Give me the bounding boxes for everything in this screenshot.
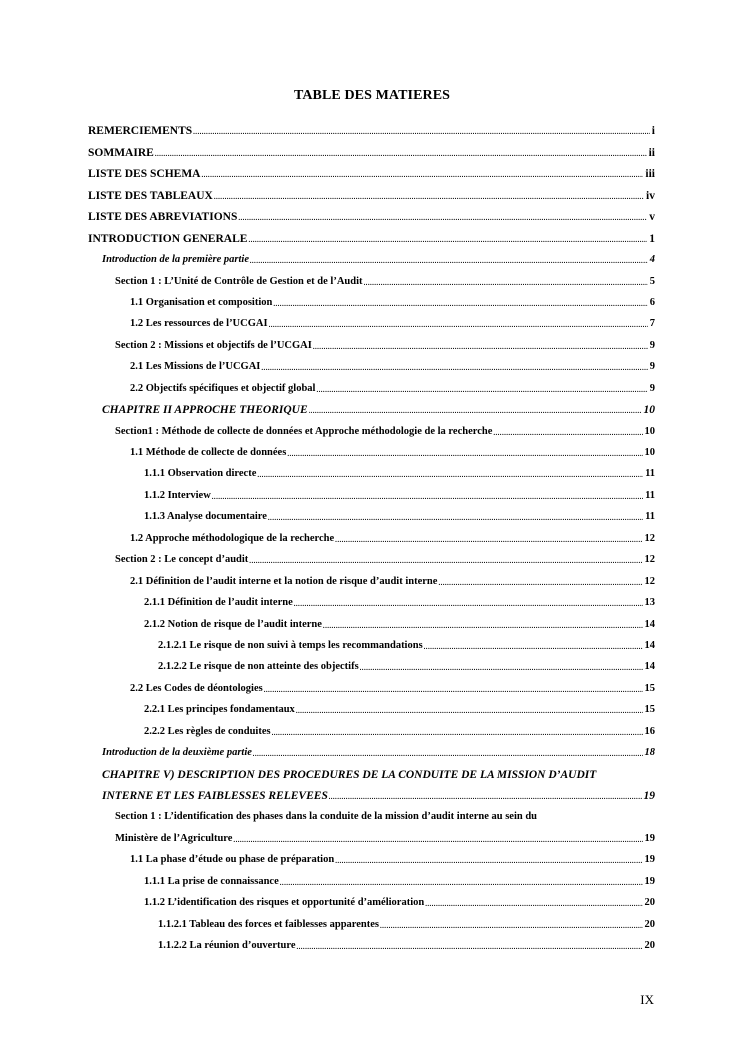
toc-entry[interactable] bbox=[88, 333, 655, 354]
toc-leader-dots bbox=[296, 943, 642, 951]
toc-entry-page: ii bbox=[648, 146, 655, 159]
toc-entry[interactable] bbox=[88, 483, 655, 504]
toc-leader-dots bbox=[294, 600, 643, 608]
toc-entry-title: 1.1 La phase d’étude ou phase de préparation bbox=[130, 854, 335, 866]
toc-leader-dots bbox=[438, 579, 642, 587]
toc-entry[interactable] bbox=[88, 934, 655, 955]
toc-entry-title: CHAPITRE II APPROCHE THEORIQUE bbox=[102, 404, 308, 417]
toc-entry-page: 20 bbox=[644, 940, 655, 952]
toc-entry-title: Ministère de l’Agriculture bbox=[115, 832, 233, 844]
toc-entry[interactable] bbox=[88, 526, 655, 547]
toc-leader-dots bbox=[250, 257, 648, 265]
toc-entry-page: 19 bbox=[643, 790, 655, 802]
toc-entry[interactable] bbox=[88, 805, 655, 826]
toc-entry[interactable] bbox=[88, 119, 655, 140]
toc-entry-page: 11 bbox=[645, 489, 655, 501]
toc-leader-dots bbox=[296, 707, 643, 715]
toc-leader-dots bbox=[233, 836, 642, 844]
toc-entry-title: 2.1.2 Notion de risque de l’audit interne bbox=[144, 618, 322, 630]
toc-entry[interactable] bbox=[88, 891, 655, 912]
toc-entry-page: 18 bbox=[644, 747, 655, 759]
toc-entry-title: 2.1.1 Définition de l’audit interne bbox=[144, 597, 293, 609]
toc-entry[interactable] bbox=[88, 612, 655, 633]
toc-leader-dots bbox=[273, 300, 647, 308]
toc-entry-title: Section 2 : Le concept d’audit bbox=[115, 554, 249, 566]
toc-leader-dots bbox=[212, 493, 643, 501]
toc-entry-title: Section1 : Méthode de collecte de données et Approche méthodologie de la recherche bbox=[115, 425, 493, 437]
toc-entry-title: 2.2.1 Les principes fondamentaux bbox=[144, 704, 295, 716]
toc-entry-page: 14 bbox=[644, 618, 655, 630]
toc-entry-title: SOMMAIRE bbox=[88, 146, 154, 159]
toc-entry-page: 16 bbox=[644, 725, 655, 737]
toc-leader-dots bbox=[238, 214, 647, 222]
toc-entry-title: 1.1 Organisation et composition bbox=[130, 296, 273, 308]
toc-entry-title: LISTE DES SCHEMA bbox=[88, 168, 201, 181]
toc-entry-title: 2.2.2 Les règles de conduites bbox=[144, 725, 271, 737]
toc-entry-title: REMERCIEMENTS bbox=[88, 125, 193, 138]
toc-entry-title: 1.1 Méthode de collecte de données bbox=[130, 447, 287, 458]
page-title: TABLE DES MATIERES bbox=[293, 88, 451, 103]
toc-leader-dots bbox=[155, 150, 647, 158]
table-of-contents bbox=[88, 119, 655, 955]
page-number: IX bbox=[640, 992, 654, 1007]
toc-entry[interactable] bbox=[88, 291, 655, 312]
toc-entry-page: i bbox=[651, 125, 655, 138]
toc-leader-dots bbox=[335, 857, 642, 865]
toc-leader-dots bbox=[309, 407, 642, 415]
toc-entry[interactable] bbox=[88, 140, 655, 161]
toc-entry-title: INTERNE ET LES FAIBLESSES RELEVEES bbox=[102, 790, 328, 802]
toc-leader-dots bbox=[253, 750, 643, 758]
toc-entry[interactable] bbox=[88, 869, 655, 890]
toc-entry-page: 15 bbox=[644, 682, 655, 694]
toc-entry-page: 14 bbox=[644, 661, 655, 673]
toc-entry[interactable] bbox=[88, 269, 655, 290]
toc-leader-dots bbox=[364, 279, 648, 287]
toc-entry-page: 10 bbox=[644, 447, 655, 458]
toc-leader-dots bbox=[269, 321, 648, 329]
toc-entry-title: 1.2 Approche méthodologique de la recherche bbox=[130, 532, 335, 544]
toc-entry-title: 2.1.2.1 Le risque de non suivi à temps les recommandations bbox=[158, 639, 423, 651]
toc-entry[interactable] bbox=[88, 591, 655, 612]
toc-entry-title: 1.1.2 Interview bbox=[144, 489, 211, 501]
toc-entry-title: 1.1.2 L’identification des risques et opportunité d’amélioration bbox=[144, 897, 425, 909]
toc-entry-title: 1.1.3 Analyse documentaire bbox=[144, 511, 267, 523]
toc-entry[interactable] bbox=[88, 719, 655, 740]
toc-entry-page: 12 bbox=[644, 532, 655, 544]
toc-leader-dots bbox=[424, 643, 643, 651]
toc-leader-dots bbox=[201, 171, 643, 179]
toc-entry-title: 1.1.2.2 La réunion d’ouverture bbox=[158, 940, 296, 952]
toc-entry-page: 10 bbox=[644, 425, 655, 437]
toc-entry[interactable] bbox=[88, 419, 655, 440]
toc-entry[interactable] bbox=[88, 376, 655, 397]
toc-entry[interactable] bbox=[88, 634, 655, 655]
toc-leader-dots bbox=[360, 664, 643, 672]
toc-entry[interactable] bbox=[88, 698, 655, 719]
toc-entry-page: 11 bbox=[645, 511, 655, 523]
toc-entry-page: 19 bbox=[644, 832, 655, 844]
toc-entry-page: iv bbox=[646, 189, 655, 202]
toc-leader-dots bbox=[261, 364, 647, 372]
toc-entry-page: 9 bbox=[649, 339, 655, 351]
toc-leader-dots bbox=[493, 429, 642, 437]
toc-leader-dots bbox=[287, 450, 642, 458]
toc-entry-title: 2.1 Définition de l’audit interne et la notion de risque d’audit interne bbox=[130, 575, 438, 587]
toc-entry-page: 19 bbox=[644, 854, 655, 866]
toc-entry-title: Introduction de la première partie bbox=[102, 254, 249, 266]
toc-entry-page: iii bbox=[645, 168, 655, 181]
toc-entry-page: 15 bbox=[644, 704, 655, 716]
toc-entry[interactable] bbox=[88, 226, 655, 247]
toc-entry[interactable] bbox=[88, 848, 655, 869]
toc-entry-title: INTRODUCTION GENERALE bbox=[88, 232, 248, 245]
toc-entry-title: CHAPITRE V) DESCRIPTION DES PROCEDURES DE LA CONDUITE DE LA MISSION D’AUDIT bbox=[102, 768, 597, 781]
toc-leader-dots bbox=[280, 879, 643, 887]
toc-entry-page: 9 bbox=[649, 382, 655, 394]
toc-entry-page: 1 bbox=[649, 232, 655, 245]
toc-leader-dots bbox=[313, 343, 648, 351]
toc-leader-dots bbox=[425, 900, 642, 908]
toc-entry[interactable] bbox=[88, 183, 655, 204]
toc-entry-title: 2.2 Les Codes de déontologies bbox=[130, 682, 263, 694]
toc-leader-dots bbox=[257, 471, 643, 479]
toc-entry[interactable] bbox=[88, 548, 655, 569]
toc-leader-dots bbox=[249, 557, 642, 565]
toc-leader-dots bbox=[329, 793, 642, 801]
toc-entry[interactable] bbox=[88, 569, 655, 590]
toc-entry-page: v bbox=[649, 211, 655, 224]
toc-entry-title: 2.1 Les Missions de l’UCGAI bbox=[130, 361, 261, 373]
toc-entry[interactable] bbox=[88, 912, 655, 933]
toc-leader-dots bbox=[248, 236, 647, 244]
toc-entry[interactable] bbox=[88, 826, 655, 847]
toc-entry[interactable] bbox=[88, 741, 655, 762]
toc-entry[interactable] bbox=[88, 441, 655, 462]
toc-leader-dots bbox=[264, 686, 643, 694]
toc-entry-title: 2.1.2.2 Le risque de non atteinte des objectifs bbox=[158, 661, 359, 673]
toc-leader-dots bbox=[268, 514, 643, 522]
toc-entry-page: 14 bbox=[644, 639, 655, 651]
toc-entry[interactable] bbox=[88, 355, 655, 376]
toc-entry-title: Section 2 : Missions et objectifs de l’UCGAI bbox=[115, 339, 312, 351]
toc-entry-page: 20 bbox=[644, 918, 655, 930]
toc-leader-dots bbox=[380, 922, 643, 930]
toc-entry[interactable] bbox=[88, 248, 655, 269]
toc-entry-page: 7 bbox=[649, 318, 655, 330]
toc-entry-title: 1.2 Les ressources de l’UCGAI bbox=[130, 318, 268, 330]
toc-leader-dots bbox=[272, 729, 643, 737]
toc-leader-dots bbox=[323, 622, 643, 630]
toc-entry-page: 20 bbox=[644, 897, 655, 909]
toc-entry[interactable] bbox=[88, 762, 655, 783]
toc-entry-page: 4 bbox=[649, 254, 655, 266]
toc-entry[interactable] bbox=[88, 312, 655, 333]
toc-entry-title: 2.2 Objectifs spécifiques et objectif global bbox=[130, 382, 316, 394]
toc-entry[interactable] bbox=[88, 398, 655, 419]
toc-entry[interactable] bbox=[88, 505, 655, 526]
toc-entry-page: 13 bbox=[644, 597, 655, 609]
toc-entry[interactable] bbox=[88, 676, 655, 697]
toc-entry-page: 12 bbox=[644, 554, 655, 566]
toc-entry-page: 6 bbox=[649, 296, 655, 308]
toc-entry-title: 1.1.1 La prise de connaissance bbox=[144, 875, 279, 887]
toc-entry-page: 10 bbox=[643, 404, 655, 417]
toc-entry[interactable] bbox=[88, 162, 655, 183]
toc-leader-dots bbox=[335, 536, 642, 544]
toc-entry-title: 1.1.2.1 Tableau des forces et faiblesses apparentes bbox=[158, 918, 379, 930]
toc-entry-page: 19 bbox=[644, 875, 655, 887]
toc-entry-title: LISTE DES ABREVIATIONS bbox=[88, 211, 238, 224]
toc-entry-title: 1.1.1 Observation directe bbox=[144, 468, 257, 480]
toc-entry-title: Introduction de la deuxième partie bbox=[102, 747, 252, 759]
toc-entry-title: Section 1 : L’identification des phases dans la conduite de la mission d’audit interne au sein du bbox=[115, 811, 538, 823]
toc-entry[interactable] bbox=[88, 462, 655, 483]
toc-entry-title: LISTE DES TABLEAUX bbox=[88, 189, 213, 202]
toc-entry[interactable] bbox=[88, 784, 655, 805]
toc-entry-page: 11 bbox=[645, 468, 655, 480]
toc-leader-dots bbox=[214, 193, 644, 201]
toc-entry[interactable] bbox=[88, 205, 655, 226]
toc-entry-title: Section 1 : L’Unité de Contrôle de Gestion et de l’Audit bbox=[115, 275, 363, 287]
toc-entry-page: 12 bbox=[644, 575, 655, 587]
toc-entry-page: 9 bbox=[649, 361, 655, 373]
toc-leader-dots bbox=[193, 128, 650, 136]
toc-entry-page: 5 bbox=[649, 275, 655, 287]
toc-leader-dots bbox=[316, 386, 647, 394]
toc-entry[interactable] bbox=[88, 655, 655, 676]
